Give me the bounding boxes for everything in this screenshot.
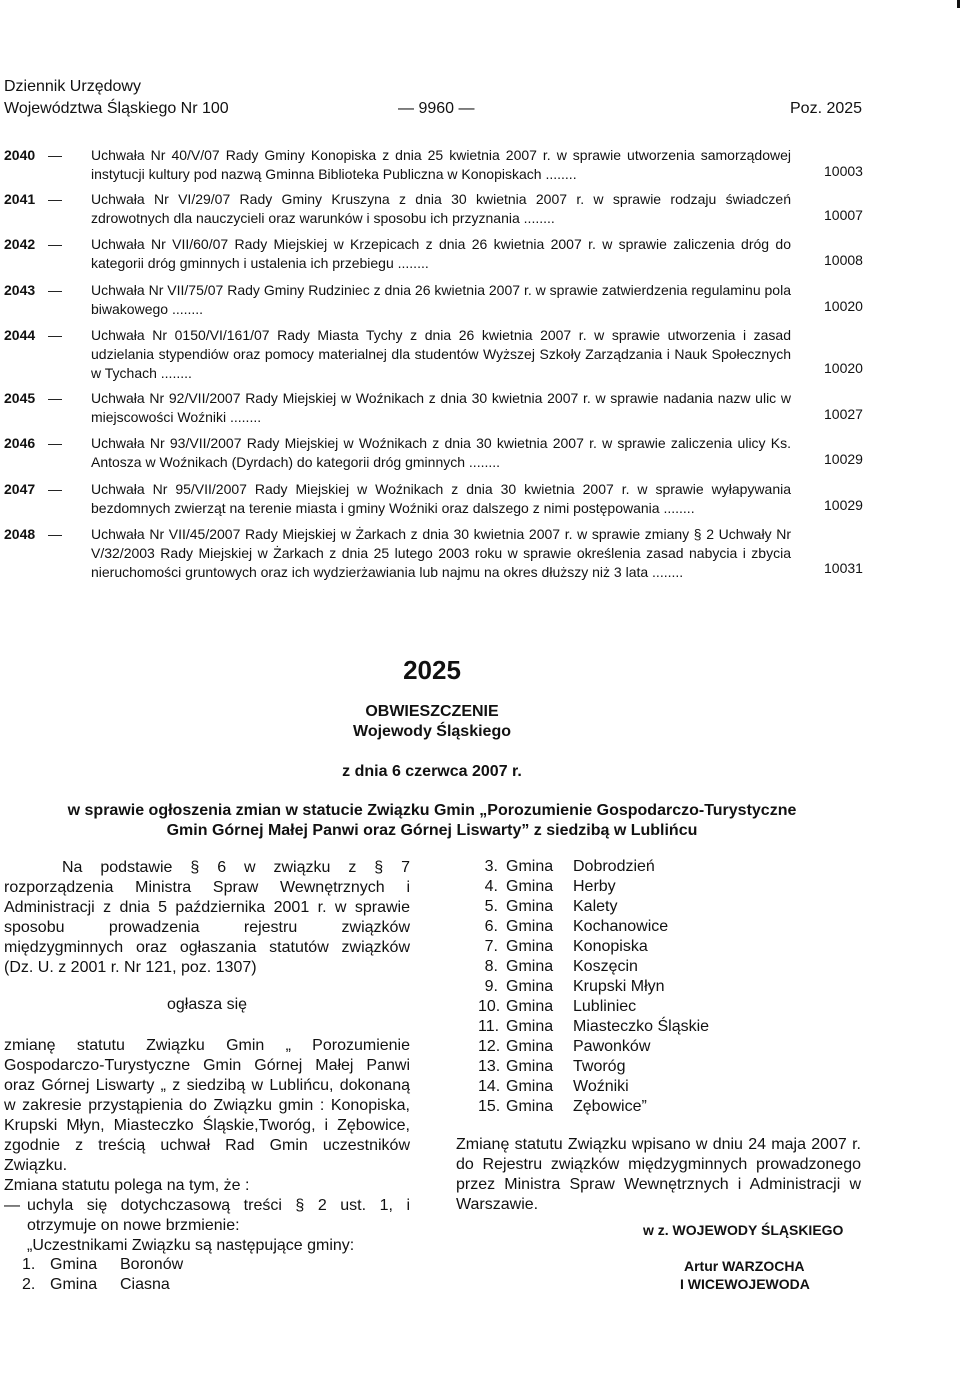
- municipality-number: 14.: [478, 1078, 501, 1095]
- toc-entry-page: 10029: [824, 451, 863, 467]
- toc-entry-title-text: Uchwała Nr VI/29/07 Rady Gminy Kruszyna z dnia 30 kwietnia 2007 r. w sprawie rodzaju świadczeń zdrowotnych dla nauczycieli oraz warunków i sposobu ich przyznania: [91, 191, 791, 226]
- municipality-number: 4.: [484, 878, 498, 895]
- municipality-number: 3.: [484, 858, 498, 875]
- municipality-type: Gmina: [50, 1276, 98, 1293]
- document-date: z dnia 6 czerwca 2007 r.: [342, 763, 522, 780]
- legal-basis-paragraph: Na podstawie § 6 w związku z § 7 rozporządzenia Ministra Spraw Wewnętrznych i Administracji z dnia 5 października 2001 r. w sprawie sposobu prowadzenia rejestru związków międzygminnych oraz ogłaszania statutów związków (Dz. U. z 2001 r. Nr 121, poz. 1307): [4, 859, 410, 976]
- journal-subtitle: Województwa Śląskiego Nr 100: [4, 100, 229, 117]
- municipality-name: Ciasna: [120, 1276, 170, 1293]
- registration-paragraph: Zmianę statutu Związku wpisano w dniu 24 maja 2007 r. do Rejestru związków międzygminnych prowadzonego przez Ministra Spraw Wewnętrznych i Administracji w Warszawie.: [456, 1136, 861, 1213]
- document-issuer: Wojewody Śląskiego: [353, 723, 511, 740]
- toc-entry-number: 2042: [4, 236, 36, 252]
- toc-entry-page: 10029: [824, 497, 863, 513]
- municipality-type: Gmina: [506, 1018, 554, 1035]
- municipality-item: [4, 1255, 304, 1275]
- municipality-name: Pawonków: [573, 1038, 651, 1055]
- document-subject-line2: Gmin Górnej Małej Panwi oraz Górnej Liswarty” z siedzibą w Lublińcu: [166, 822, 698, 839]
- toc-entry-title-text: Uchwała Nr 95/VII/2007 Rady Miejskiej w Woźnikach z dnia 30 kwietnia 2007 r. w sprawie wyłapywania bezdomnych zwierząt na terenie miasta i gminy Woźniki oraz dalszego z nimi postępowania: [91, 481, 791, 516]
- municipality-name: Lubliniec: [573, 998, 637, 1015]
- municipality-item: [478, 1077, 778, 1097]
- page-number: — 9960 —: [398, 100, 475, 117]
- toc-entry-page: 10027: [824, 406, 863, 422]
- municipality-type: Gmina: [50, 1256, 98, 1273]
- municipality-item: [478, 857, 778, 877]
- toc-leader-dots: ........: [226, 409, 262, 425]
- toc-entry-number: 2048: [4, 526, 36, 542]
- municipality-name: Krupski Młyn: [573, 978, 665, 995]
- municipality-type: Gmina: [506, 1078, 554, 1095]
- municipality-name: Boronów: [120, 1256, 184, 1273]
- municipality-number: 7.: [484, 938, 498, 955]
- toc-entry-dash: —: [48, 435, 62, 451]
- municipality-item: [478, 977, 778, 997]
- toc-entry-title-text: Uchwała Nr 93/VII/2007 Rady Miejskiej w Woźnikach z dnia 30 kwietnia 2007 r. w sprawie zaliczenia ulicy Ks. Antosza w Woźnikach (Dyrdach) do kategorii dróg gminnych: [91, 435, 791, 470]
- toc-entry-page: 10031: [824, 560, 863, 576]
- toc-leader-dots: ........: [156, 365, 192, 381]
- signature-name: Artur WARZOCHA: [684, 1258, 805, 1274]
- municipality-type: Gmina: [506, 978, 554, 995]
- signature-for: w z. WOJEWODY ŚLĄSKIEGO: [643, 1222, 844, 1238]
- municipality-name: Tworóg: [573, 1058, 626, 1075]
- municipality-name: Koszęcin: [573, 958, 638, 975]
- toc-entry-title: [91, 434, 791, 472]
- municipality-name: Dobrodzień: [573, 858, 655, 875]
- toc-leader-dots: ........: [541, 166, 577, 182]
- municipality-type: Gmina: [506, 898, 554, 915]
- toc-entry-number: 2040: [4, 147, 36, 163]
- toc-entry-page: 10020: [824, 298, 863, 314]
- toc-entry-dash: —: [48, 147, 62, 163]
- municipality-type: Gmina: [506, 938, 554, 955]
- toc-entry-title: [91, 389, 791, 427]
- municipality-name: Kochanowice: [573, 918, 669, 935]
- toc-leader-dots: ........: [648, 564, 684, 580]
- municipality-number: 12.: [478, 1038, 501, 1055]
- municipality-number: 6.: [484, 918, 498, 935]
- toc-entry-title-text: Uchwała Nr 0150/VI/161/07 Rady Miasta Tychy z dnia 26 kwietnia 2007 r. w sprawie utworzenia i zasad udzielania stypendiów oraz pomocy materialnej dla studentów Wyższej Szkoły Zarządzania i Nauk Społecznych w Tychach: [91, 327, 791, 381]
- municipality-type: Gmina: [506, 1098, 554, 1115]
- toc-entry-number: 2047: [4, 481, 36, 497]
- municipality-name: Woźniki: [573, 1078, 629, 1095]
- toc-entry-title: [91, 525, 791, 582]
- position-number: Poz. 2025: [790, 100, 863, 117]
- toc-entry-title: [91, 281, 791, 319]
- municipality-type: Gmina: [506, 958, 554, 975]
- toc-entry-title: [91, 190, 791, 228]
- toc-entry-page: 10020: [824, 360, 863, 376]
- toc-leader-dots: ........: [659, 500, 695, 516]
- municipality-number: 15.: [478, 1098, 501, 1115]
- municipality-name: Konopiska: [573, 938, 648, 955]
- document-subject-line1: w sprawie ogłoszenia zmian w statucie Związku Gmin „Porozumienie Gospodarczo-Turystyczne: [67, 802, 797, 819]
- toc-entry-title: [91, 235, 791, 273]
- municipality-item: [478, 957, 778, 977]
- municipality-number: 10.: [478, 998, 501, 1015]
- toc-entry-dash: —: [48, 390, 62, 406]
- toc-entry-dash: —: [48, 282, 62, 298]
- municipality-type: Gmina: [506, 858, 554, 875]
- municipality-name: Zębowice”: [573, 1098, 647, 1115]
- municipality-type: Gmina: [506, 878, 554, 895]
- municipality-item: [478, 1017, 778, 1037]
- document-type: OBWIESZCZENIE: [365, 703, 499, 720]
- toc-leader-dots: ........: [465, 454, 501, 470]
- toc-entry-dash: —: [48, 236, 62, 252]
- toc-entry-page: 10003: [824, 163, 863, 179]
- municipality-number: 8.: [484, 958, 498, 975]
- toc-entry-title-text: Uchwała Nr VII/45/2007 Rady Miejskiej w Żarkach z dnia 30 kwietnia 2007 r. w sprawie zmiany § 2 Uchwały Nr V/32/2003 Rady Miejskiej w Żarkach z dnia 25 lutego 2003 roku w sprawie określenia zasad nabycia i zbycia nieruchomości gruntowych oraz ich wydzierżawiania lub najmu na okres dłuższy niż 3 lata: [91, 526, 791, 580]
- toc-entry-number: 2041: [4, 191, 36, 207]
- announce-line: ogłasza się: [166, 996, 248, 1013]
- toc-entry-title-text: Uchwała Nr VII/75/07 Rady Gminy Rudziniec z dnia 26 kwietnia 2007 r. w sprawie zatwierdzenia regulaminu pola biwakowego: [91, 282, 791, 317]
- toc-entry-title: [91, 480, 791, 518]
- toc-entry-dash: —: [48, 481, 62, 497]
- document-number: 2025: [403, 655, 461, 685]
- municipality-name: Herby: [573, 878, 616, 895]
- municipality-item: [478, 1057, 778, 1077]
- change-description: Zmiana statutu polega na tym, że :: [4, 1177, 250, 1194]
- toc-entry-title: [91, 326, 791, 383]
- bullet-text: uchyla się dotychczasową treści § 2 ust. 1, i otrzymuje on nowe brzmienie:: [27, 1197, 410, 1234]
- toc-entry-title-text: Uchwała Nr 40/V/07 Rady Gminy Konopiska z dnia 25 kwietnia 2007 r. w sprawie utworzenia samorządowej instytucji kultury pod nazwą Gminna Biblioteka Publiczna w Konopiskach: [91, 147, 791, 182]
- toc-leader-dots: ........: [168, 301, 204, 317]
- signature-title: I WICEWOJEWODA: [680, 1276, 810, 1292]
- municipality-item: [478, 897, 778, 917]
- toc-entry-number: 2046: [4, 435, 36, 451]
- municipality-number: 1.: [22, 1256, 36, 1273]
- toc-entry-number: 2045: [4, 390, 36, 406]
- toc-entry-title-text: Uchwała Nr VII/60/07 Rady Miejskiej w Krzepicach z dnia 26 kwietnia 2007 r. w sprawie zaliczenia dróg do kategorii dróg gminnych i ustalenia ich przebiegu: [91, 236, 791, 271]
- toc-entry-page: 10008: [824, 252, 863, 268]
- municipality-number: 2.: [22, 1276, 36, 1293]
- toc-entry-number: 2044: [4, 327, 36, 343]
- municipality-type: Gmina: [506, 918, 554, 935]
- toc-entry-dash: —: [48, 191, 62, 207]
- journal-title: Dziennik Urzędowy: [4, 78, 141, 95]
- quote-line: „Uczestnikami Związku są następujące gminy:: [27, 1237, 355, 1254]
- municipality-name: Miasteczko Śląskie: [573, 1018, 710, 1035]
- municipality-type: Gmina: [506, 1058, 554, 1075]
- municipality-type: Gmina: [506, 998, 554, 1015]
- municipality-item: [478, 917, 778, 937]
- toc-entry-page: 10007: [824, 207, 863, 223]
- toc-entry-title-text: Uchwała Nr 92/VII/2007 Rady Miejskiej w Woźnikach z dnia 30 kwietnia 2007 r. w sprawie nadania nazw ulic w miejscowości Woźniki: [91, 390, 791, 425]
- municipality-item: [478, 1097, 778, 1117]
- toc-entry-dash: —: [48, 526, 62, 542]
- municipality-item: [478, 937, 778, 957]
- bullet-dash: —: [4, 1197, 20, 1214]
- change-paragraph: zmianę statutu Związku Gmin „ Porozumienie Gospodarczo-Turystyczne Gmin Górnej Małej Panwi oraz Górnej Liswarty „ z siedzibą w Lublińcu, dokonaną w zakresie przystąpienia do Związku gmin : Konopiska, Krupski Młyn, Miasteczko Śląskie,Tworóg, i Zębowice, zgodnie z treścią uchwał Rad Gmin uczestników Związku.: [4, 1037, 410, 1174]
- municipality-number: 13.: [478, 1058, 501, 1075]
- municipality-number: 9.: [484, 978, 498, 995]
- municipality-item: [478, 877, 778, 897]
- municipality-item: [4, 1275, 304, 1295]
- toc-leader-dots: ........: [393, 255, 429, 271]
- toc-leader-dots: ........: [519, 210, 555, 226]
- municipality-type: Gmina: [506, 1038, 554, 1055]
- municipality-name: Kalety: [573, 898, 618, 915]
- municipality-item: [478, 997, 778, 1017]
- municipality-item: [478, 1037, 778, 1057]
- municipality-number: 11.: [478, 1018, 500, 1035]
- toc-entry-title: [91, 146, 791, 184]
- toc-entry-dash: —: [48, 327, 62, 343]
- municipality-number: 5.: [484, 898, 498, 915]
- toc-entry-number: 2043: [4, 282, 36, 298]
